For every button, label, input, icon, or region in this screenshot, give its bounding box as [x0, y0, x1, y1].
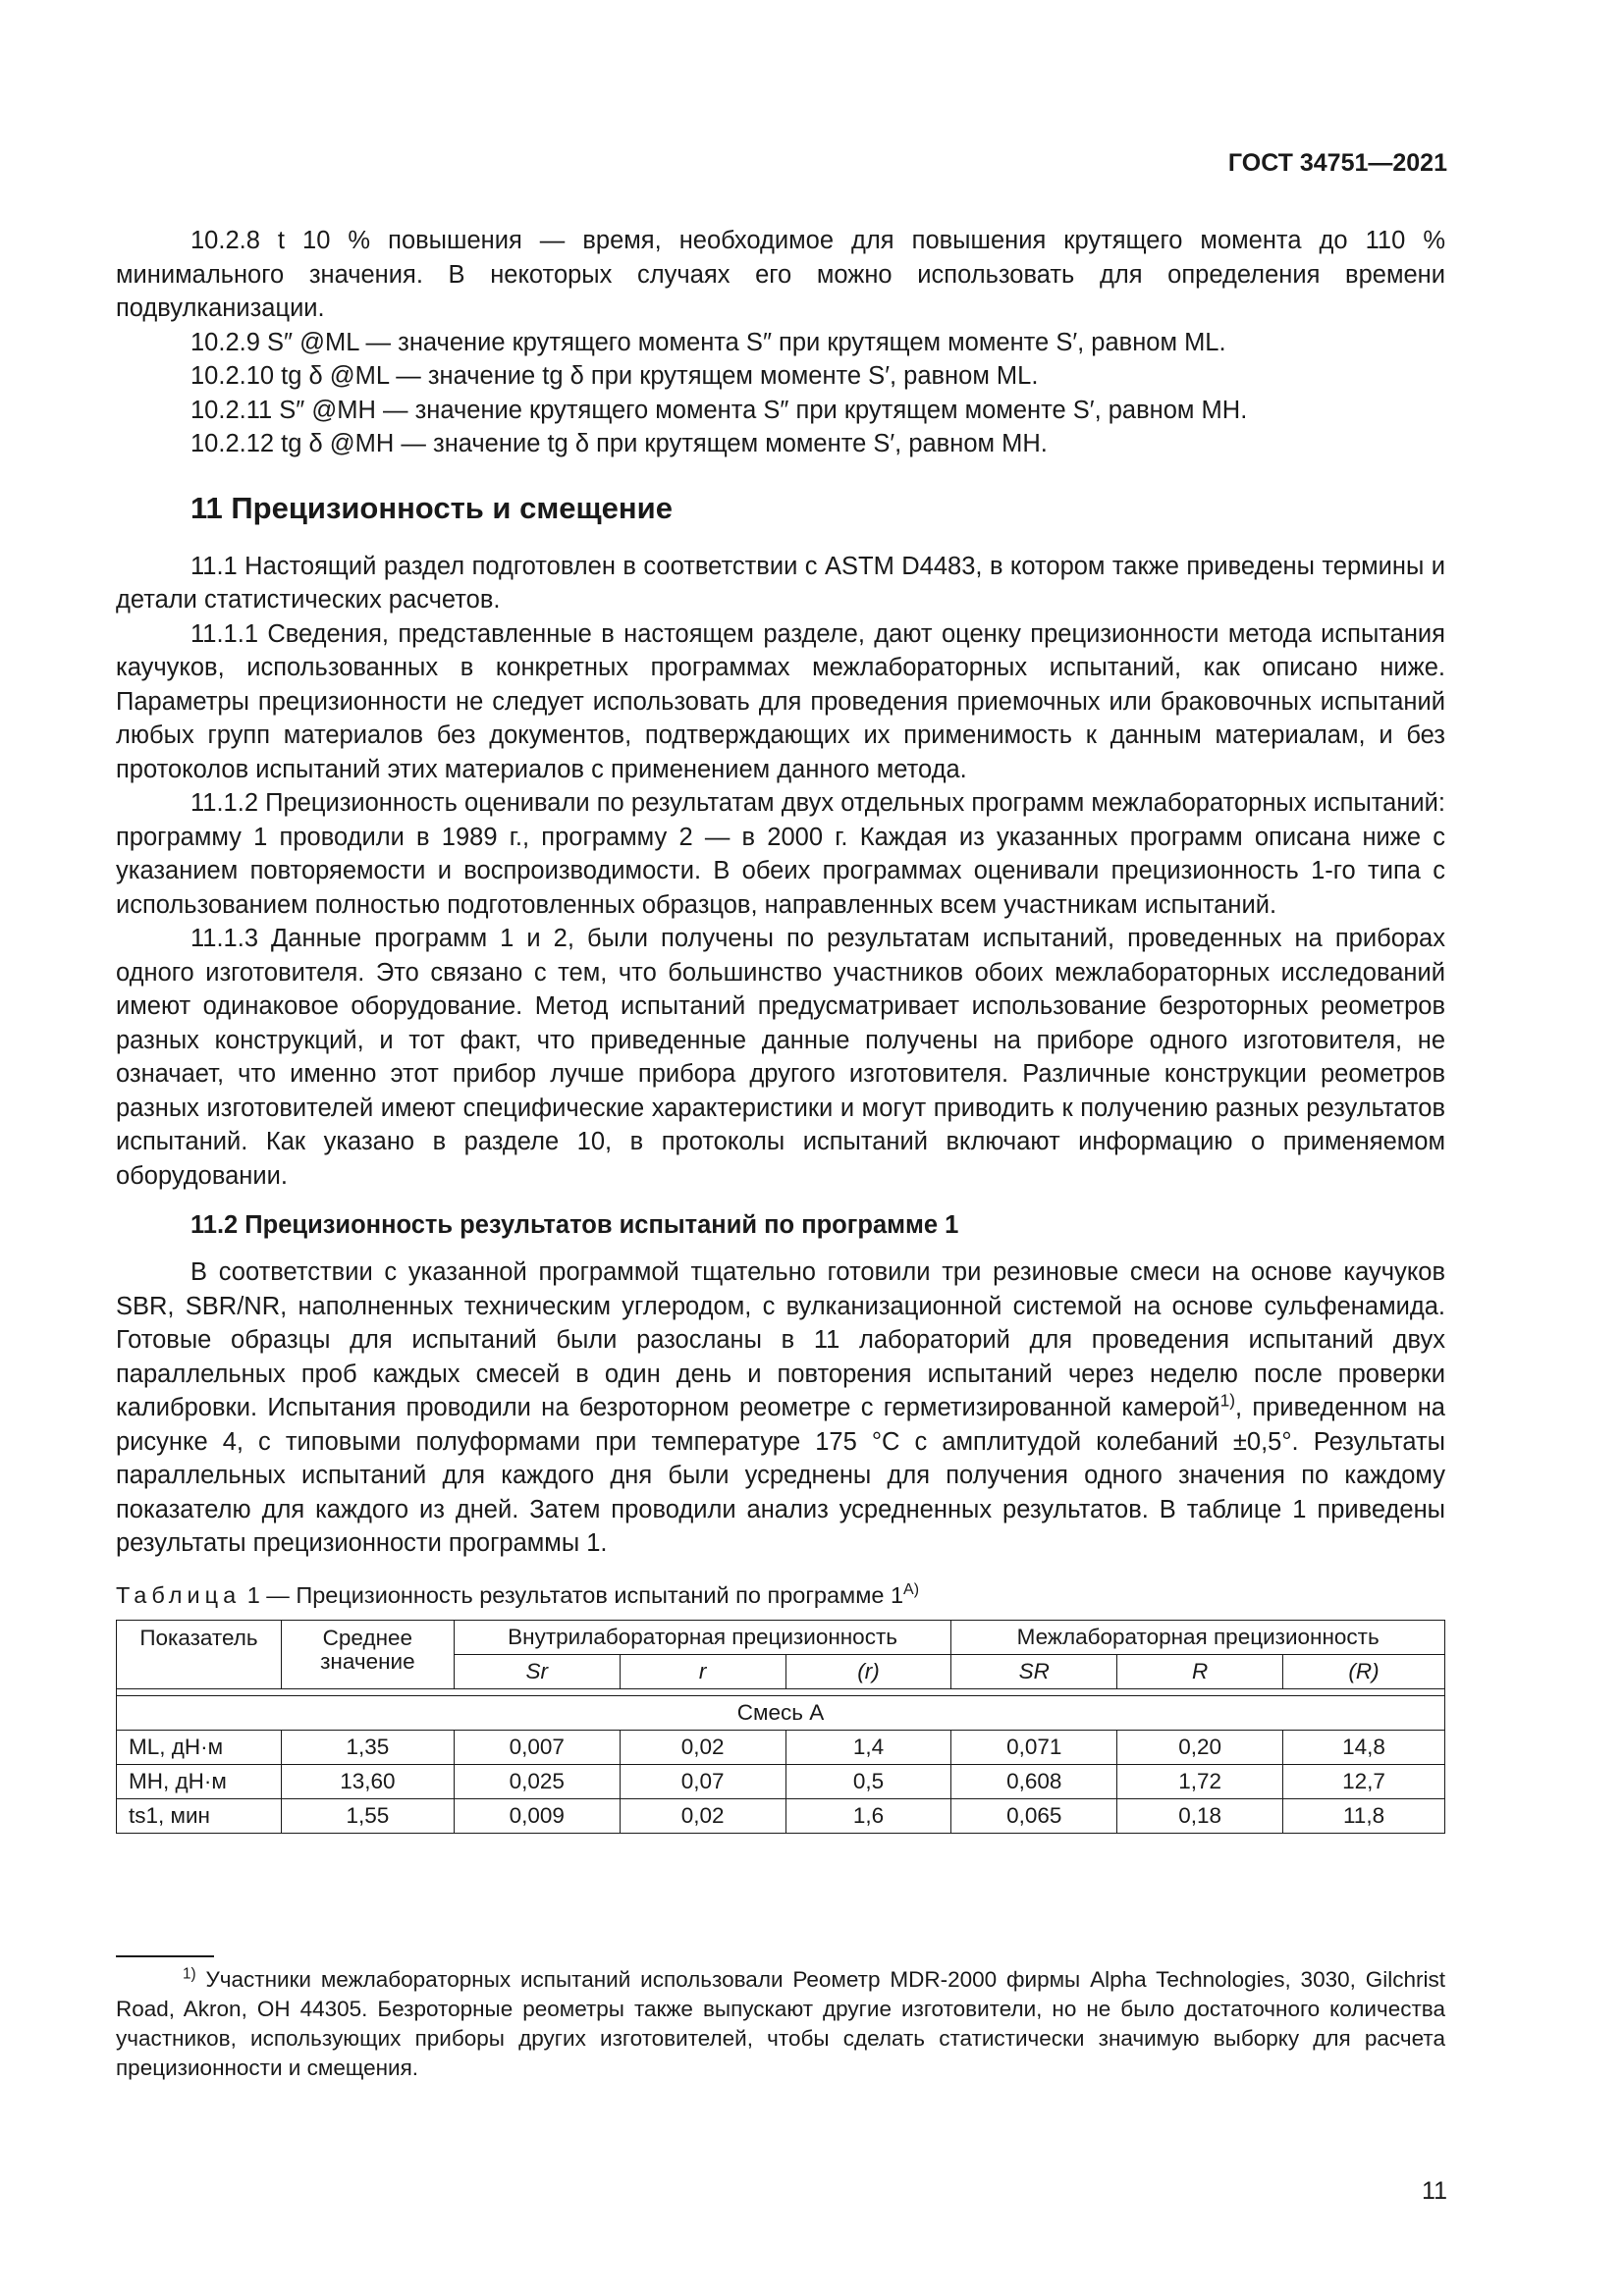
paragraph-11-1-1: 11.1.1 Сведения, представленные в настоящем разделе, дают оценку прецизионности метода испытания каучуков, использованных в конкретных программах межлабораторных испытаний, как описано ниже. Параметры прецизионности не следует использовать для проведения приемочных или браковочных испытаний любых групп материалов без документов, подтверждающих их применимость к данным материалам, и без протоколов испытаний этих материалов с применением данного метода.	[116, 619, 1445, 783]
paragraph-11-1: 11.1 Настоящий раздел подготовлен в соответствии с ASTM D4483, в котором также приведены термины и детали статистических расчетов.	[116, 552, 1445, 614]
table-row	[117, 1730, 1445, 1764]
table-cell: 13,60	[281, 1764, 454, 1798]
col-header-r-rel: (r)	[785, 1654, 951, 1688]
table-group-row	[117, 1695, 1445, 1730]
col-header-r: r	[620, 1654, 785, 1688]
table-header-row	[117, 1620, 1445, 1654]
paragraph-10-2-11: 10.2.11 S″ @MH — значение крутящего момента S″ при крутящем моменте S′, равном MH.	[190, 396, 1248, 424]
table-cell: 0,02	[620, 1798, 785, 1833]
table-cell: 0,007	[454, 1730, 620, 1764]
section-11-2-title: 11.2 Прецизионность результатов испытаний по программе 1	[190, 1211, 959, 1239]
col-header-sr: Sr	[454, 1654, 620, 1688]
table-caption-word: Таблица	[116, 1581, 242, 1608]
footnote-text: Участники межлабораторных испытаний использовали Реометр MDR-2000 фирмы Alpha Technologies, 3030, Gilchrist Road, Akron, OH 44305. Безроторные реометры также выпускают другие изготовители, но не было достаточного количества участников, использующих приборы других изготовителей, чтобы сделать статистически значимую выборку для расчета прецизионности и смещения.	[116, 1967, 1445, 2080]
footnote-1	[116, 1965, 1445, 2083]
standard-header: ГОСТ 34751—2021	[1227, 149, 1447, 177]
paragraph-11-2	[116, 1255, 1445, 1561]
table-caption	[116, 1580, 1445, 1610]
table-caption-note: A)	[903, 1580, 920, 1598]
table-cell: 11,8	[1283, 1798, 1445, 1833]
group-label: Смесь А	[117, 1695, 1445, 1730]
row-label: MH, дН·м	[117, 1764, 282, 1798]
paragraph-11-1-3: 11.1.3 Данные программ 1 и 2, были получены по результатам испытаний, проведенных на приборах одного изготовителя. Это связано с тем, что большинство участников обоих межлабораторных исследований имеют одинаковое оборудование. Метод испытаний предусматривает использование безроторных реометров разных конструкций, и тот факт, что приведенные данные получены на приборе одного изготовителя, не означает, что именно этот прибор лучше прибора другого изготовителя. Различные конструкции реометров разных изготовителей имеют специфические характеристики и могут приводить к получению разных результатов испытаний. Как указано в разделе 10, в протоколы испытаний включают информацию о применяемом оборудовании.	[116, 925, 1445, 1190]
precision-table	[116, 1620, 1445, 1834]
col-header-SR: SR	[951, 1654, 1117, 1688]
paragraph-10-2-8: 10.2.8 t 10 % повышения — время, необходимое для повышения крутящего момента до 110 % минимального значения. В некоторых случаях его можно использовать для определения времени подвулканизации.	[116, 227, 1445, 322]
table-cell: 1,55	[281, 1798, 454, 1833]
table-cell: 1,4	[785, 1730, 951, 1764]
table-row	[117, 1798, 1445, 1833]
section-11-title: 11 Прецизионность и смещение	[190, 490, 673, 525]
row-label: ML, дН·м	[117, 1730, 282, 1764]
paragraph-10-2-9: 10.2.9 S″ @ML — значение крутящего момента S″ при крутящем моменте S′, равном ML.	[190, 328, 1226, 356]
table-cell: 0,071	[951, 1730, 1117, 1764]
footnotes	[116, 1955, 1445, 2083]
paragraph-11-2-part-a: В соответствии с указанной программой тщательно готовили три резиновые смеси на основе каучуков SBR, SBR/NR, наполненных техническим углеродом, с вулканизационной системой на основе сульфенамида. Готовые образцы для испытаний были разосланы в 11 лабораторий для проведения испытаний двух параллельных проб каждых смесей в один день и повторения испытаний через неделю после проверки калибровки. Испытания проводили на безроторном реометре с герметизированной камерой	[116, 1258, 1445, 1421]
row-label: ts1, мин	[117, 1798, 282, 1833]
page-body	[116, 224, 1445, 1834]
footnote-ref: 1)	[1219, 1390, 1235, 1411]
table-cell: 0,065	[951, 1798, 1117, 1833]
col-header-R: R	[1117, 1654, 1283, 1688]
col-header-indicator: Показатель	[117, 1620, 282, 1688]
paragraph-11-1-2: 11.1.2 Прецизионность оценивали по результатам двух отдельных программ межлабораторных испытаний: программу 1 проводили в 1989 г., программу 2 — в 2000 г. Каждая из указанных программ описана ниже с указанием повторяемости и воспроизводимости. В обеих программах оценивали прецизионность 1-го типа с использованием полностью подготовленных образцов, направленных всем участникам испытаний.	[116, 789, 1445, 919]
table-cell: 1,35	[281, 1730, 454, 1764]
table-cell: 0,18	[1117, 1798, 1283, 1833]
table-cell: 14,8	[1283, 1730, 1445, 1764]
footnote-marker: 1)	[183, 1965, 196, 1983]
col-header-mean: Среднее значение	[281, 1620, 454, 1688]
table-cell: 0,07	[620, 1764, 785, 1798]
table-cell: 1,6	[785, 1798, 951, 1833]
table-caption-text: 1 — Прецизионность результатов испытаний по программе 1	[246, 1581, 904, 1608]
table-row	[117, 1764, 1445, 1798]
table-cell: 0,5	[785, 1764, 951, 1798]
table-cell: 0,20	[1117, 1730, 1283, 1764]
paragraph-10-2-12: 10.2.12 tg δ @MH — значение tg δ при крутящем моменте S′, равном MH.	[190, 430, 1048, 457]
table-cell: 0,025	[454, 1764, 620, 1798]
col-header-within-lab: Внутрилабораторная прецизионность	[454, 1620, 951, 1654]
table-cell: 0,608	[951, 1764, 1117, 1798]
table-cell: 0,009	[454, 1798, 620, 1833]
paragraph-11-2-part-b: , приведенном на рисунке 4, с типовыми полуформами при температуре 175 °С с амплитудой колебаний ±0,5°. Результаты параллельных испытаний для каждого дня были усреднены для получения одного значения по каждому показателю для каждого из дней. Затем проводили анализ усредненных результатов. В таблице 1 приведены результаты прецизионности программы 1.	[116, 1394, 1445, 1557]
table-cell: 0,02	[620, 1730, 785, 1764]
col-header-R-rel: (R)	[1283, 1654, 1445, 1688]
table-gap-row	[117, 1688, 1445, 1695]
page-number: 11	[1422, 2177, 1447, 2205]
footnote-divider	[116, 1955, 214, 1957]
table-cell: 1,72	[1117, 1764, 1283, 1798]
paragraph-10-2-10: 10.2.10 tg δ @ML — значение tg δ при крутящем моменте S′, равном ML.	[190, 362, 1039, 390]
table-cell: 12,7	[1283, 1764, 1445, 1798]
col-header-between-lab: Межлабораторная прецизионность	[951, 1620, 1445, 1654]
